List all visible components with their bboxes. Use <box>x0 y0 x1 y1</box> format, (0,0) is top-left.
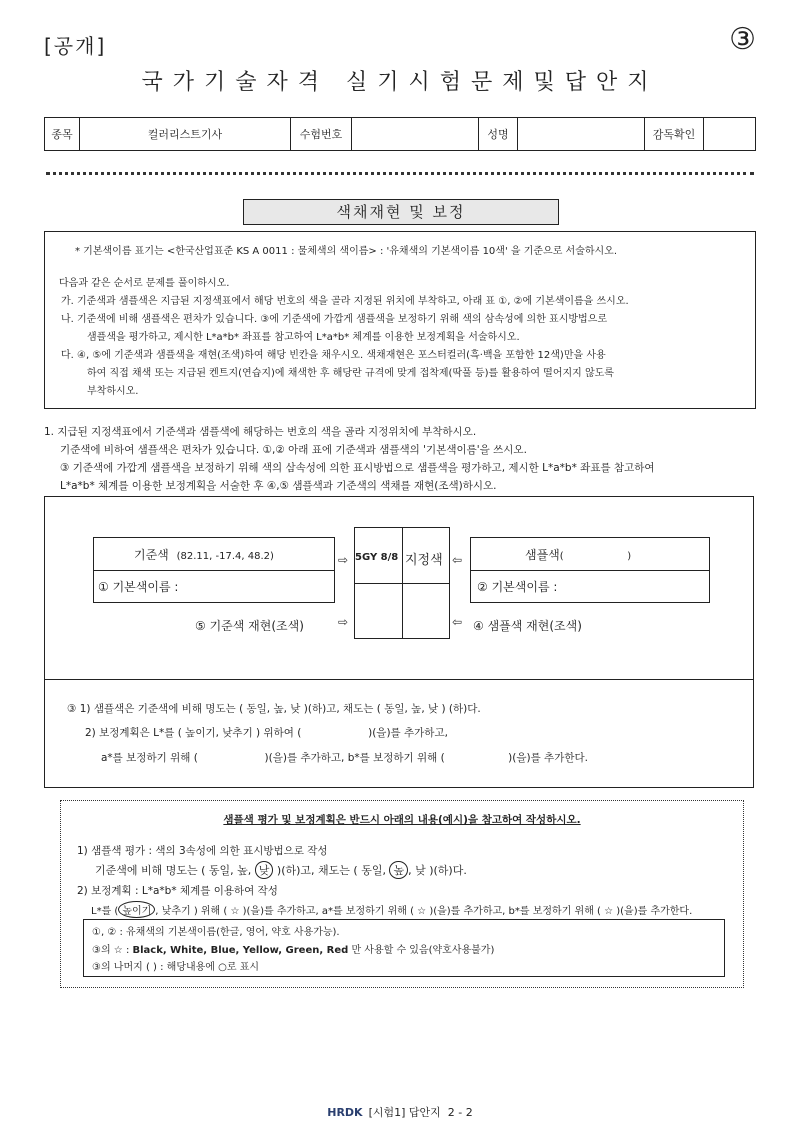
example-note-1: ①, ② : 유채색의 기본색이름(한글, 영어, 약호 사용가능). <box>92 927 340 938</box>
reference-color-coords: (82.11, -17.4, 48.2) <box>176 551 274 562</box>
exam-number-field[interactable] <box>352 118 479 151</box>
example-line-2: 기준색에 비해 명도는 ( 동일, 높, 낮 )(하)고, 채도는 ( 동일, 높 , 낮 )(하)다. <box>95 861 467 879</box>
footer <box>0 1104 800 1120</box>
instructions-box <box>44 231 756 409</box>
exam-number-label: 수험번호 <box>291 118 352 151</box>
instruction-da-1: 다. ④, ⑤에 기준색과 샘플색을 재현(조색)하여 해당 빈칸을 채우시오. 색채재현은 포스터컬러(흑·백을 포함한 12색)만을 사용 <box>61 350 606 361</box>
designated-color-box[interactable] <box>354 527 450 639</box>
example-note-box <box>83 919 725 977</box>
dotted-divider <box>46 172 754 175</box>
reference-color-label: 기준색 <box>134 548 169 562</box>
designated-color-code: 5GY 8/8 <box>355 552 399 563</box>
instruction-na-2: 샘플색을 평가하고, 제시한 L*a*b* 좌표를 참고하여 L*a*b* 체계를 이용한 보정계획을 서술하시오. <box>87 332 520 343</box>
sample-color-box[interactable] <box>470 537 710 603</box>
question-line-1: 1. 지급된 지정색표에서 기준색과 샘플색에 해당하는 번호의 색을 골라 지정위치에 부착하시오. <box>44 426 477 438</box>
instruction-note: * 기본색이름 표기는 <한국산업표준 KS A 0011 : 물체색의 색이름> : '유채색의 기본색이름 10색' 을 기준으로 서술하시오. <box>75 246 618 257</box>
reference-name-label[interactable]: ① 기본색이름 : <box>98 580 179 594</box>
name-label: 성명 <box>479 118 518 151</box>
example-line-1: 1) 샘플색 평가 : 색의 3속성에 의한 표시방법으로 작성 <box>77 845 328 857</box>
arrow-left-icon: ⇦ <box>452 615 463 629</box>
example-heading: 샘플색 평가 및 보정계획은 반드시 아래의 내용(예시)을 참고하여 작성하시오. <box>223 814 581 826</box>
instruction-da-3: 부착하시오. <box>87 386 139 397</box>
reference-color-box[interactable] <box>93 537 335 603</box>
reference-reproduce-label: ⑤ 기준색 재현(조색) <box>195 619 304 633</box>
example-line-4: L*를 ( 높이기 , 낮추기 ) 위해 ( ☆ )(을)를 추가하고, a*를 보정하기 위해 ( ☆ )(을)를 추가하고, b*를 보정하기 위해 ( ☆ )(을)를 추가한다. <box>91 901 692 918</box>
example-note-3: ③의 나머지 ( ) : 해당내용에 ○로 표시 <box>92 962 260 973</box>
subject-value: 컬러리스트기사 <box>80 118 291 151</box>
sheet-number: ③ <box>729 22 756 57</box>
supervisor-label: 감독확인 <box>645 118 704 151</box>
section-title: 색채재현 및 보정 <box>243 199 559 225</box>
designated-color-label: 지정색 <box>405 553 443 568</box>
sample-name-label[interactable]: ② 기본색이름 : <box>477 580 558 594</box>
example-circled-raise: 높이기 <box>118 901 155 918</box>
page-title: 국가기술자격 실기시험문제및답안지 <box>141 70 659 95</box>
question-line-2: 기준색에 비하여 샘플색은 편차가 있습니다. ①,② 아래 표에 기준색과 샘플색의 '기본색이름'을 쓰시오. <box>60 444 527 456</box>
subject-label: 종목 <box>45 118 80 151</box>
footer-page-text: [시험1] 답안지 2 - 2 <box>368 1106 473 1119</box>
question-line-4: L*a*b* 체계를 이용한 보정계획을 서술한 후 ④,⑤ 샘플색과 기준색의 색채를 재현(조색)하시오. <box>60 480 497 492</box>
public-label: [공개] <box>44 34 107 58</box>
name-field[interactable] <box>518 118 645 151</box>
sample-color-label: 샘플색 <box>525 548 560 562</box>
instruction-na-1: 나. 기준색에 비해 샘플색은 편차가 있습니다. ③에 기준색에 가깝게 샘플색을 보정하기 위해 색의 삼속성에 의한 표시방법으로 <box>61 314 608 325</box>
answer-panel <box>44 496 754 788</box>
arrow-right-icon: ⇨ <box>338 553 349 567</box>
instruction-intro: 다음과 같은 순서로 문제를 풀이하시오. <box>59 278 230 289</box>
example-circled-high: 높 <box>389 861 408 879</box>
arrow-right-icon: ⇨ <box>338 615 349 629</box>
example-circled-low: 낮 <box>255 861 274 879</box>
question-line-3: ③ 기준색에 가깝게 샘플색을 보정하기 위해 색의 삼속성에 의한 표시방법으로 샘플색을 평가하고, 제시한 L*a*b* 좌표를 참고하여 <box>60 462 655 474</box>
evaluation-line-3[interactable]: a*를 보정하기 위해 ( )(을)를 추가하고, b*를 보정하기 위해 ( )(을)를 추가한다. <box>101 752 588 764</box>
exam-info-table <box>44 117 756 151</box>
sample-color-paren: ( ) <box>559 551 632 562</box>
sample-reproduce-label: ④ 샘플색 재현(조색) <box>473 619 582 633</box>
example-box <box>60 800 744 988</box>
instruction-ga: 가. 기준색과 샘플색은 지급된 지정색표에서 해당 번호의 색을 골라 지정된 위치에 부착하고, 아래 표 ①, ②에 기본색이름을 쓰시오. <box>61 296 629 307</box>
instruction-da-2: 하여 직접 채색 또는 지급된 켄트지(연습지)에 채색한 후 해당란 규격에 맞게 접착제(딱풀 등)를 활용하여 떨어지지 않도록 <box>87 368 614 379</box>
example-note-2: ③의 ☆ : Black, White, Blue, Yellow, Green, Red 만 사용할 수 있음(약호사용불가) <box>92 945 495 956</box>
arrow-left-icon: ⇦ <box>452 553 463 567</box>
supervisor-field[interactable] <box>704 118 756 151</box>
example-line-3: 2) 보정계획 : L*a*b* 체계를 이용하여 작성 <box>77 885 278 897</box>
hrdk-logo: HRDK <box>327 1106 363 1119</box>
evaluation-line-2[interactable]: 2) 보정계획은 L*를 ( 높이기, 낮추기 ) 위하여 ( )(을)를 추가하고, <box>85 727 448 739</box>
evaluation-line-1[interactable]: ③ 1) 샘플색은 기준색에 비해 명도는 ( 동일, 높, 낮 )(하)고, 채도는 ( 동일, 높, 낮 ) (하)다. <box>67 703 481 715</box>
